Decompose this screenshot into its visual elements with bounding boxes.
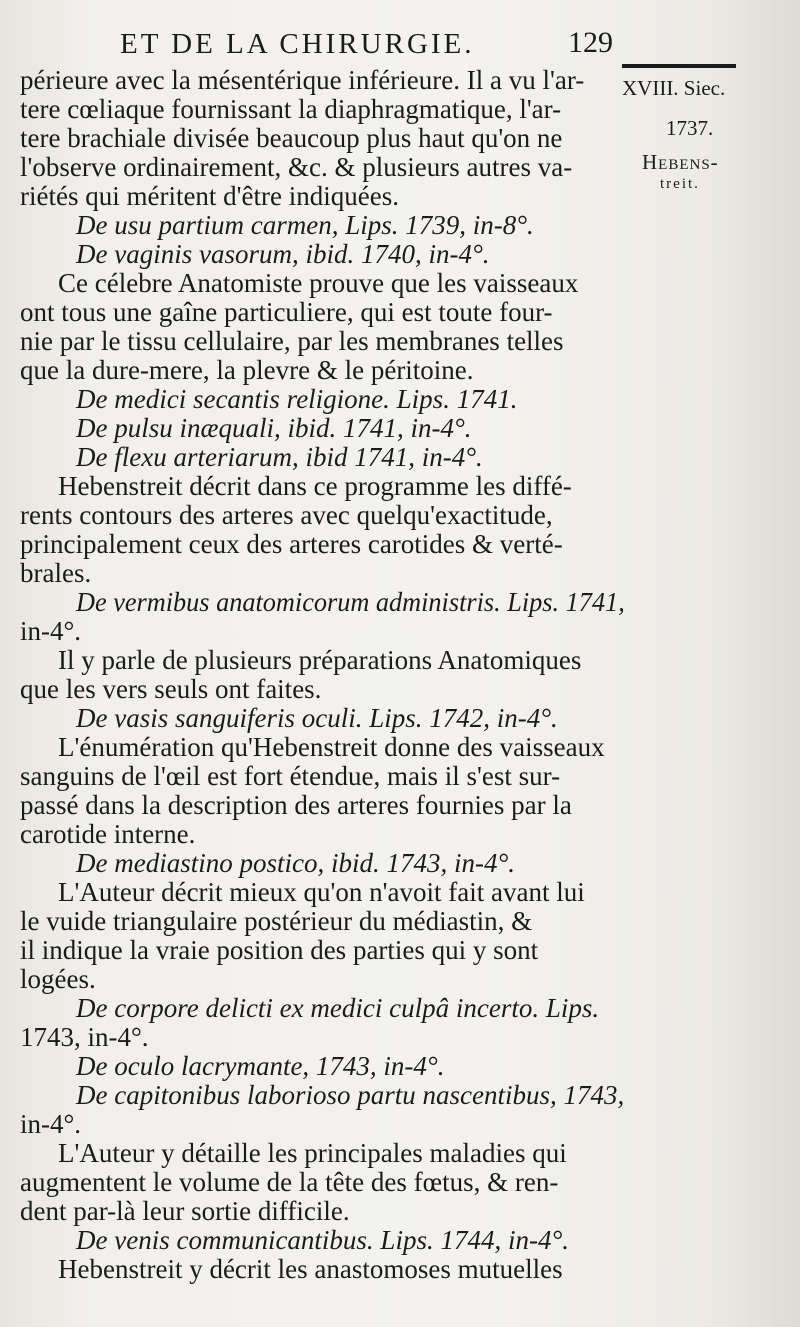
- text-line: L'Auteur décrit mieux qu'on n'avoit fait avant lui: [58, 877, 585, 907]
- text-line: De corpore delicti ex medici culpâ incerto. Lips.: [76, 993, 600, 1023]
- margin-rule: [622, 64, 736, 68]
- text-line: nie par le tissu cellulaire, par les membranes telles: [20, 326, 564, 356]
- text-line: principalement ceux des arteres carotides & verté-: [20, 529, 563, 559]
- text-line: in-4°.: [20, 616, 82, 646]
- text-line: De venis communicantibus. Lips. 1744, in-4°.: [76, 1225, 570, 1255]
- text-line: sanguins de l'œil est fort étendue, mais il s'est sur-: [20, 761, 561, 791]
- text-line: il indique la vraie position des parties qui y sont: [20, 935, 539, 965]
- text-line: 1743, in-4°.: [20, 1022, 149, 1052]
- running-title: ET DE LA CHIRURGIE.: [120, 28, 475, 60]
- text-line: De flexu arteriarum, ibid 1741, in-4°.: [76, 442, 483, 472]
- text-line: brales.: [20, 558, 92, 588]
- text-line: rents contours des arteres avec quelqu'exactitude,: [20, 500, 553, 530]
- text-line: passé dans la description des arteres fournies par la: [20, 790, 572, 820]
- margin-author-line1: Hebens-: [642, 150, 719, 174]
- margin-year: 1737.: [666, 116, 714, 140]
- margin-century: XVIII. Siec.: [622, 76, 726, 100]
- text-line: tere brachiale divisée beaucoup plus haut qu'on ne: [20, 123, 563, 153]
- page-number: 129: [568, 26, 613, 59]
- text-line: le vuide triangulaire postérieur du médiastin, &: [20, 906, 533, 936]
- text-line: ont tous une gaîne particuliere, qui est toute four-: [20, 297, 553, 327]
- text-line: De medici secantis religione. Lips. 1741.: [76, 384, 518, 414]
- text-line: De capitonibus laborioso partu nascentibus, 1743,: [76, 1080, 625, 1110]
- text-line: carotide interne.: [20, 819, 196, 849]
- text-line: Ce célebre Anatomiste prouve que les vaisseaux: [58, 268, 579, 298]
- text-line: logées.: [20, 964, 96, 994]
- text-line: Hebenstreit y décrit les anastomoses mutuelles: [58, 1254, 563, 1284]
- text-line: L'énumération qu'Hebenstreit donne des vaisseaux: [58, 732, 605, 762]
- text-line: De vaginis vasorum, ibid. 1740, in-4°.: [76, 239, 490, 269]
- text-line: L'Auteur y détaille les principales maladies qui: [58, 1138, 567, 1168]
- text-line: De usu partium carmen, Lips. 1739, in-8°.: [76, 210, 534, 240]
- text-line: De vasis sanguiferis oculi. Lips. 1742, in-4°.: [76, 703, 558, 733]
- running-header: [0, 20, 800, 60]
- margin-author-line2: treit.: [660, 176, 700, 192]
- text-line: riétés qui méritent d'être indiquées.: [20, 181, 399, 211]
- text-line: De mediastino postico, ibid. 1743, in-4°.: [76, 848, 516, 878]
- text-line: l'observe ordinairement, &c. & plusieurs autres va-: [20, 152, 573, 182]
- text-line: périeure avec la mésentérique inférieure. Il a vu l'ar-: [20, 65, 585, 95]
- text-line: tere cœliaque fournissant la diaphragmatique, l'ar-: [20, 94, 562, 124]
- text-line: De vermibus anatomicorum administris. Lips. 1741,: [76, 587, 625, 617]
- text-line: De oculo lacrymante, 1743, in-4°.: [76, 1051, 445, 1081]
- text-line: Hebenstreit décrit dans ce programme les diffé-: [58, 471, 572, 501]
- text-line: que les vers seuls ont faites.: [20, 674, 322, 704]
- text-line: que la dure-mere, la plevre & le péritoine.: [20, 355, 474, 385]
- text-line: dent par-là leur sortie difficile.: [20, 1196, 350, 1226]
- text-line: De pulsu inæquali, ibid. 1741, in-4°.: [76, 413, 472, 443]
- text-line: Il y parle de plusieurs préparations Anatomiques: [58, 645, 582, 675]
- text-line: in-4°.: [20, 1109, 82, 1139]
- text-line: augmentent le volume de la tête des fœtus, & ren-: [20, 1167, 559, 1197]
